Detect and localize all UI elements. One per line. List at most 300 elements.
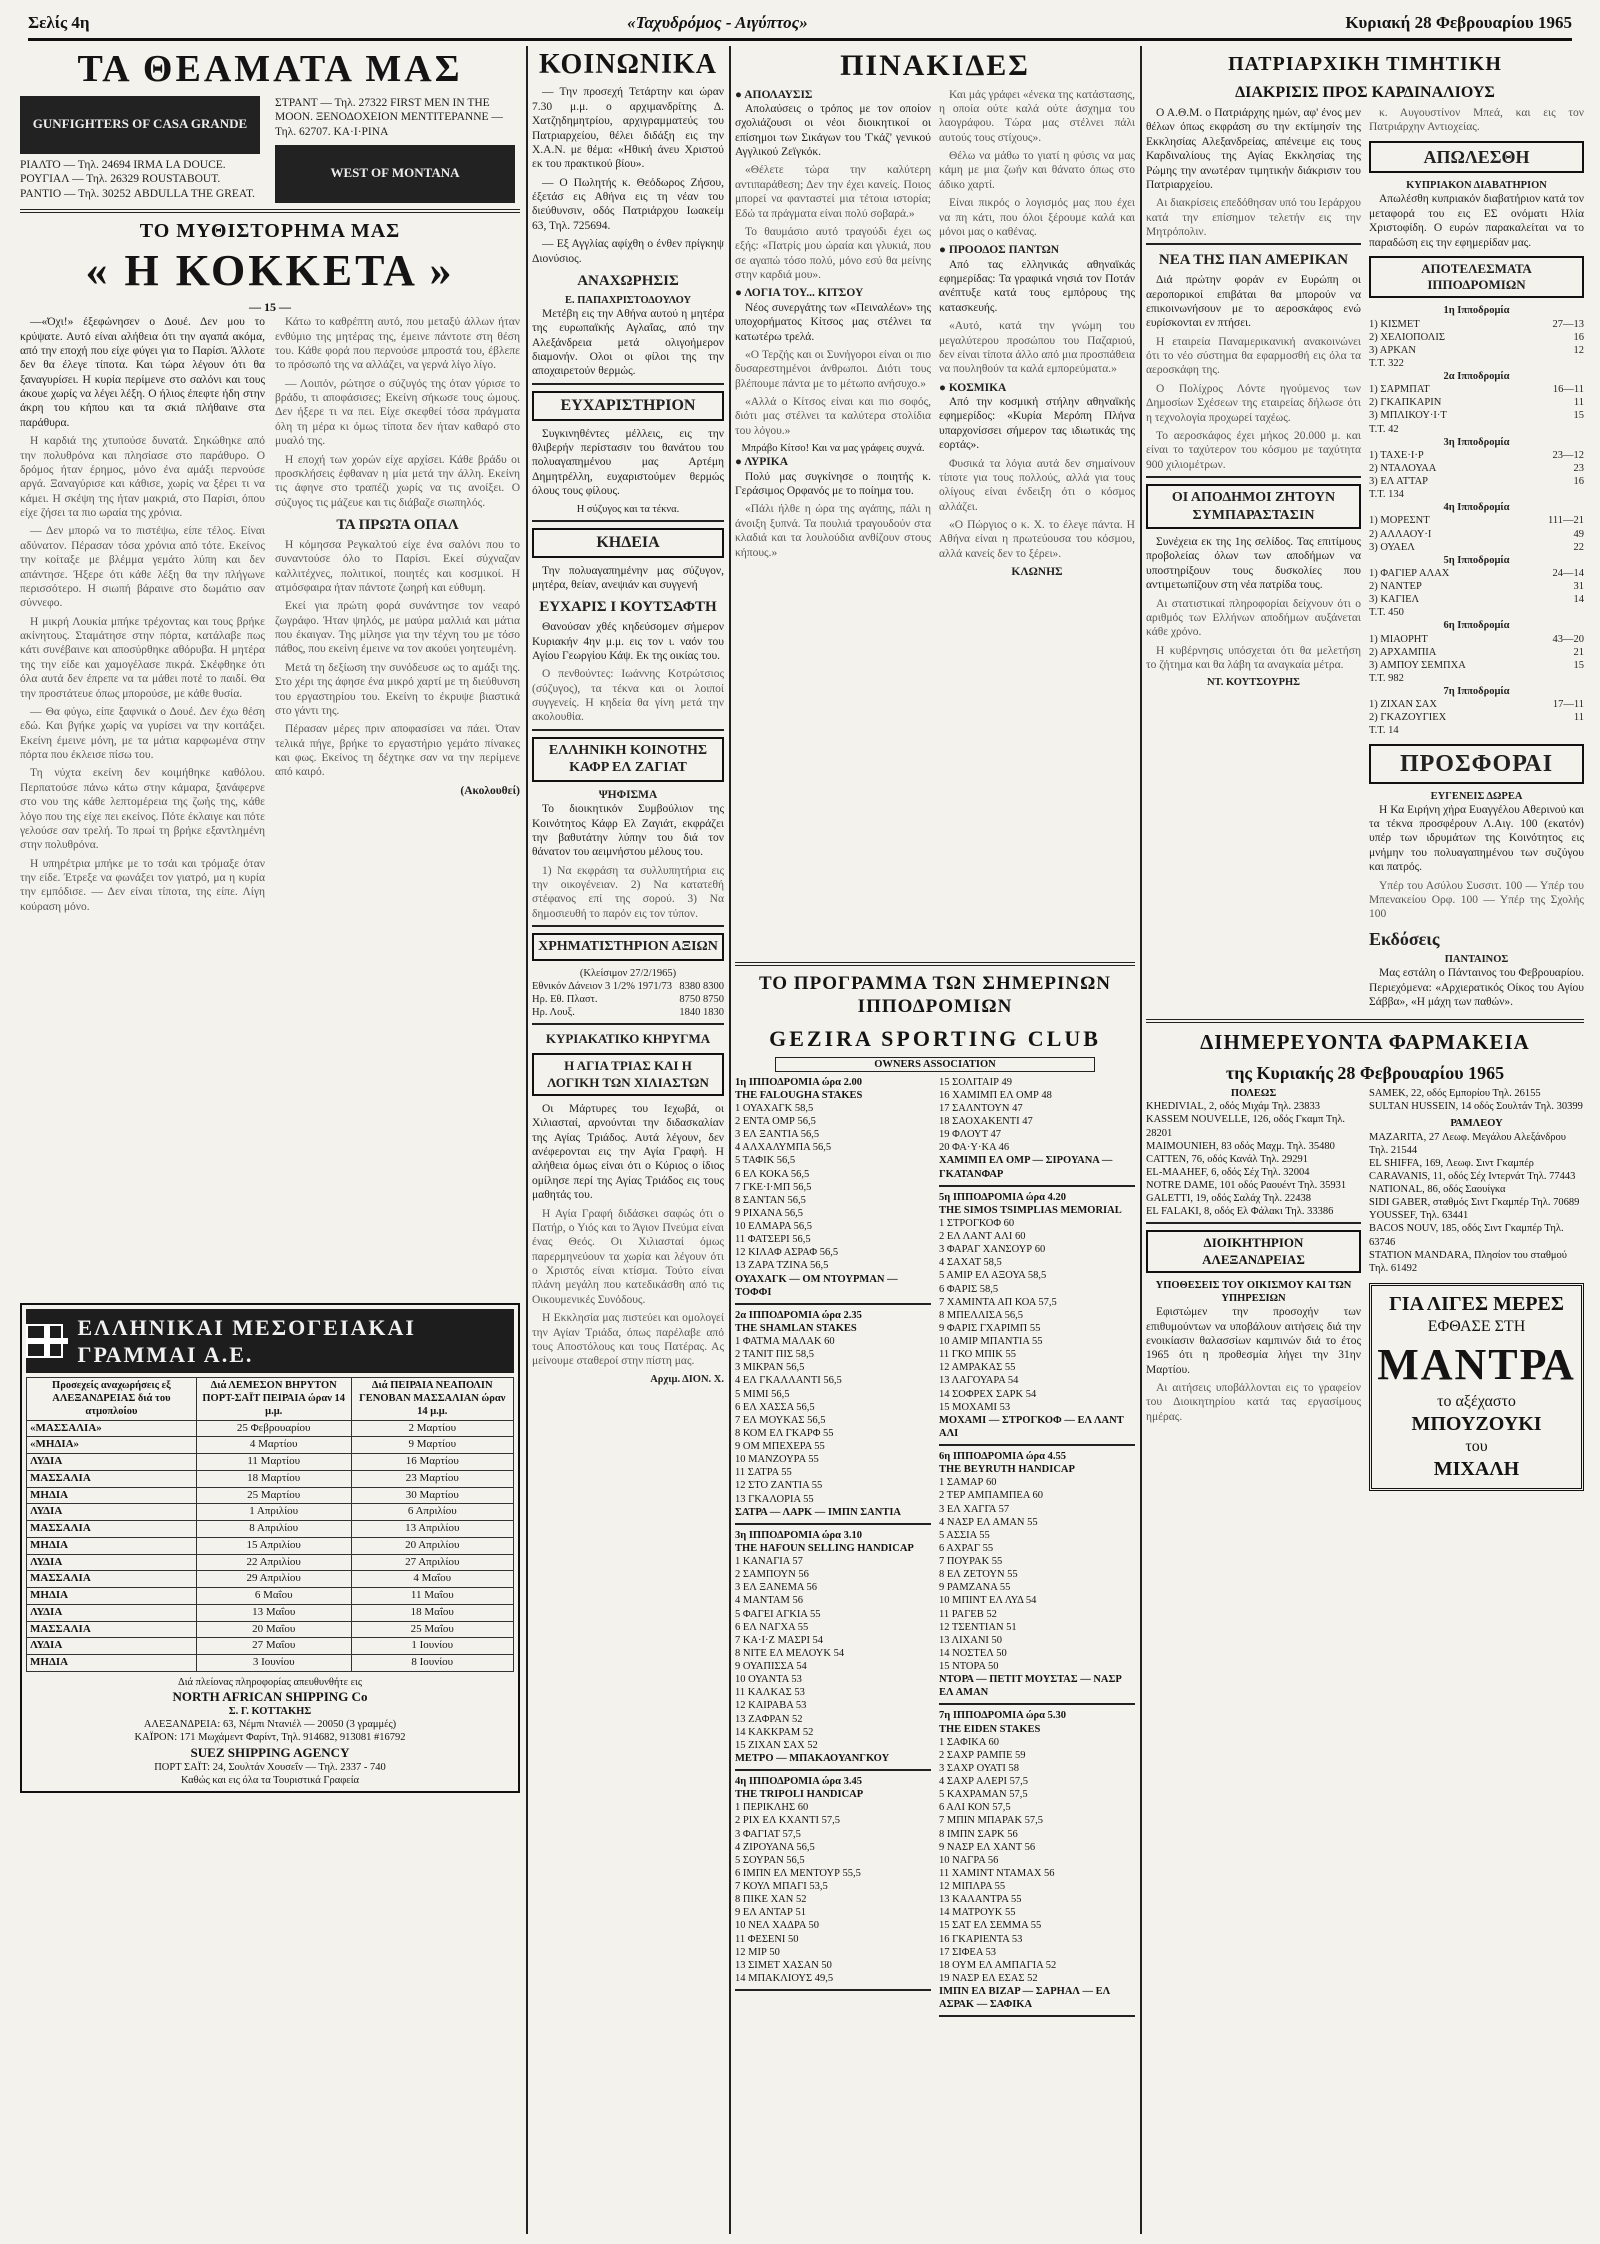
race-horse: 15 ΖΙΧΑΝ ΣΑΧ 52	[735, 1739, 818, 1751]
race-horse: 14 ΜΠΑΚΛΙΟΥΣ 49,5	[735, 1972, 834, 1984]
novel-label: ΤΟ ΜΥΘΙΣΤΟΡΗΜΑ ΜΑΣ	[139, 220, 401, 243]
schedule-cell: ΜΗΔΙΑ	[27, 1487, 197, 1504]
pharmacy-entry: EL FALAKI, 8, οδός Ελ Φάλακι Τηλ. 33386	[1146, 1206, 1334, 1218]
race-horse: 14 ΜΑΤΡΟΥΚ 55	[939, 1907, 1016, 1919]
race-horse: 11 ΣΑΤΡΑ 55	[735, 1467, 792, 1479]
shipping-schedule	[26, 1377, 514, 1672]
pharmacy-entry: STATION MANDARA, Πλησίον του σταθμού Τηλ. 61492	[1369, 1249, 1567, 1274]
result-horse: 1) ΤΑΧΕ·Ι·Ρ	[1369, 449, 1424, 461]
race-name: THE EIDEN STAKES	[939, 1723, 1041, 1735]
schedule-cell: 4 Μαρτίου	[196, 1437, 351, 1454]
race-horse: 18 ΣΑΟΧΑΚΕΝΤΙ 47	[939, 1116, 1033, 1127]
result-row	[1369, 724, 1584, 737]
cinema-ad-image: GUNFIGHTERS OF CASA GRANDE	[20, 96, 260, 154]
result-horse: 2) ΓΚΑΠΚΑΡΙΝ	[1369, 397, 1442, 409]
result-odds: 11	[1573, 397, 1584, 409]
result-row	[1369, 672, 1584, 685]
result-odds: 23	[1573, 462, 1584, 474]
result-horse: Τ.Τ. 322	[1369, 357, 1404, 369]
race-divider	[939, 1185, 1135, 1187]
result-row	[1369, 357, 1584, 370]
race-horse: 4 ΜΑΝΤΑΜ 56	[735, 1595, 803, 1607]
patriarch-sub: ΔΙΑΚΡΙΣΙΣ ΠΡΟΣ ΚΑΡΔΙΝΑΛΙΟΥΣ	[1235, 84, 1495, 101]
issue-date: Κυριακή 28 Φεβρουαρίου 1965	[1345, 13, 1572, 32]
race-heading: 4η ΙΠΠΟΔΡΟΜΙΑ ώρα 3.45	[735, 1776, 863, 1787]
cinema-line: ΡΑΝΤΙΟ — Τηλ. 30252 ABDULLA THE GREAT.	[20, 187, 256, 200]
race-horse: 5 ΦΑΓΕΙ ΑΓΚΙΑ 55	[735, 1608, 821, 1620]
race-horse: 5 ΑΜΙΡ ΕΛ ΑΞΟΥΑ 58,5	[939, 1270, 1047, 1282]
race-horse: 13 ΛΙΧΑΝΙ 50	[939, 1634, 1003, 1646]
race-horse: 12 ΣΤΟ ΖΑΝΤΙΑ 55	[735, 1480, 823, 1492]
race-horse: 2 ΣΑΜΠΟΥΝ 56	[735, 1569, 809, 1581]
race-horse: 3 ΜΙΚΡΑΝ 56,5	[735, 1362, 805, 1374]
results-title: ΑΠΟΤΕΛΕΣΜΑΤΑ ΙΠΠΟΔΡΟΜΙΩΝ	[1369, 256, 1584, 299]
race-horse: 7 ΜΠΙΝ ΜΠΑΡΑΚ 57,5	[939, 1815, 1044, 1827]
race-horse: 4 ΝΑΣΡ ΕΛ ΑΜΑΝ 55	[939, 1516, 1038, 1528]
race-horse: 7 ΠΟΥΡΑΚ 55	[939, 1556, 1003, 1567]
race-name: THE SHAMLAN STAKES	[735, 1322, 857, 1334]
result-horse: 3) ΟΥΑΕΛ	[1369, 541, 1415, 553]
stock-table	[532, 980, 724, 1019]
race-name: THE BEYRUTH HANDICAP	[939, 1464, 1075, 1476]
result-row	[1369, 528, 1584, 541]
schedule-cell: 8 Απριλίου	[196, 1521, 351, 1538]
patriarch-title: ΠΑΤΡΙΑΡΧΙΚΗ ΤΙΜΗΤΙΚΗ	[1228, 53, 1502, 75]
race-horse: 12 ΑΜΡΑΚΑΣ 55	[939, 1362, 1016, 1374]
stock-row	[532, 993, 724, 1006]
race-heading: 5η ΙΠΠΟΔΡΟΜΙΑ ώρα 4.20	[939, 1191, 1067, 1203]
schedule-cell: «ΜΗΔΙΑ»	[27, 1437, 197, 1454]
result-odds: 24—14	[1552, 567, 1584, 579]
race-heading: 1η ΙΠΠΟΔΡΟΜΙΑ ώρα 2.00	[735, 1076, 863, 1088]
schedule-cell: 22 Απριλίου	[196, 1554, 351, 1571]
result-horse: 2) ΝΤΑΛΟΥΑΑ	[1369, 462, 1437, 474]
section-title-theamata: ΤΑ ΘΕΑΜΑΤΑ ΜΑΣ	[77, 48, 463, 90]
schedule-cell: ΜΑΣΣΑΛΙΑ	[27, 1470, 197, 1487]
result-row	[1369, 488, 1584, 501]
novel-body: —«Όχι!» έξεφώνησεν ο Δουέ. Δεν μου το κρύψατε. Αυτό είναι αλήθεια ότι την αγαπά ακόμα, από την εποχή που είχε φύγει για το Παρίσι. Άλλοτε δεν θα έλεγε τίποτα. Και τώρα λέγουν ότι θα ξαναγυρίσει. Η κυρία περίμενε στο σαλόνι και τους άκουε χωρίς να λέγει λέξη. Ο ήλιος έπεφτε ήδη στην άκρη του κήπου και τα σκιά πλήθαινε στα παράθυρα. Η καρδιά της χτυπούσε δυνατά. Σηκώθηκε από την πολυθρόνα και πλησίασε στο παράθυρο. Ο δρόμος ήταν έρημος, μόνο ένα αμάξι περνούσε αργά. Ξαναγύρισε και κάθισε, χωρίς να ξέρει τι να κάμει. Η σκέψη της ήταν μακριά, στο Παρίσι, όπου είχε ζήσει τα πιο ωραία της χρόνια. — Δεν μπορώ να το πιστέψω, είπε τέλος. Είναι αδύνατον. Πέρασαν τόσα χρόνια από τότε. Εκείνος την κοίταξε με βλέμμα γεμάτο λύπη και δεν απάντησε. Ήξερε ότι κάθε λέξη θα την πλήγωνε περισσότερο. Η σιωπή βάραινε στο δωμάτιο σαν σύννεφο. Η μικρή Λουκία μπήκε τρέχοντας και τους βρήκε ακίνητους. Σταμάτησε στην πόρτα, κατάλαβε πως κάτι συνέβαινε και αποσύρθηκε αθόρυβα. Η μητέρα της την είδε και χαμογέλασε πικρά. Σκέφθηκε ότι όλα αυτά δεν έπρεπε να τα μάθει ποτέ το παιδί. Θα την προστάτευε όπως μπορούσε, με κάθε θυσία. — Θα φύγω, είπε ξαφνικά ο Δουέ. Δεν έχω θέση εδώ. Και βγήκε χωρίς να γυρίσει να την κοιτάξει. Εκείνη έμεινε μόνη, με τα μάτια καρφωμένα στην πόρτα που έκλεισε πίσω του. Τη νύχτα εκείνη δεν κοιμήθηκε καθόλου. Περπατούσε πάνω κάτω στην κάμαρα, ξανάφερνε στο νου της κάθε λεπτομέρεια της ζωής της, κάθε λόγο που της είχε πει εκείνος. Πότε έκλαιγε και πότε γελούσε σαν τρελή. Το πρωί τη βρήκε εξαντλημένη στην πολυθρόνα. Η υπηρέτρια μπήκε με το τσάι και τρόμαξε όταν την είδε. Έτρεξε να φωνάξει τον γιατρό, μα η κυρία την εμπόδισε. — Δεν είναι τίποτα, της είπε. Λίγη κούραση μόνο. Κάτω το καθρέπτη αυτό, που μεταξύ άλλων ήταν ενθύμιο της μητέρας της, έμεινε πάντοτε στη θέση του. Κάθε φορά που περνούσε μπροστά του, έβλεπε το πρόσωπό της να αλλάζει, να γερνά λίγο λίγο. — Λοιπόν, ρώτησε ο σύζυγός της όταν γύρισε το βράδυ, τι αποφάσισες; Εκείνη σήκωσε τους ώμους. Δεν ήξερε τι να πει. Είχε σκεφθεί τόσα πράγματα όλη τη μέρα κι όμως τίποτα δεν ήταν καθαρό στο μυαλό της. Η εποχή των χορών είχε αρχίσει. Κάθε βράδυ οι προσκλήσεις έφθαναν η μία μετά την άλλη. Εκείνη τις άφηνε στο τραπέζι χωρίς να τις ανοίξει. Ο σύζυγος τις μάζευε και τις διάβαζε σιωπηλός. ΤΑ ΠΡΩΤΑ ΟΠΑΛ Η κόμησσα Ρεγκαλτού είχε ένα σαλόνι που το συναντούσε όλο το Παρίσι. Εκεί σύχναζαν καλλιτέχνες, πολιτικοί, ποιητές και κοσμικοί. Η ατμόσφαιρα ήταν πάντοτε ζωηρή και εύθυμη. Εκεί για πρώτη φορά συνάντησε τον νεαρό ζωγράφο. Ήταν ψηλός, με μαύρα μαλλιά και μάτια που έκαιγαν. Της μίλησε για την τέχνη του με τόσο πάθος, που εκείνη έμεινε να τον ακούει γοητευμένη. Μετά τη δεξίωση την συνόδευσε ως το αμάξι της. Στο χέρι της άφησε ένα μικρό χαρτί με τη διεύθυνση του εργαστηρίου του. Εκείνη το έκρυψε βιαστικά στο γάντι της. Πέρασαν μέρες πριν αποφασίσει να πάει. Όταν τελικά πήγε, βρήκε το εργαστήριο γεμάτο πίνακες και φως. Εκείνος τη δέχτηκε σαν να την περίμενε από καιρό. (Ακολουθεί)	[20, 316, 520, 913]
mantra-name: ΜΑΝΤΡΑ	[1377, 1339, 1576, 1389]
schedule-row	[27, 1470, 514, 1487]
schedule-cell: ΜΑΣΣΑΛΙΑ	[27, 1571, 197, 1588]
funeral-text: Την πολυαγαπημένην μας σύζυγον, μητέρα, θείαν, ανεψιάν και συγγενή	[532, 564, 724, 592]
race-horse: 15 ΜΟΧΑΜΙ 53	[939, 1401, 1011, 1413]
schedule-row	[27, 1521, 514, 1538]
result-horse: 2) ΑΛΛΑΟΥ·Ι	[1369, 528, 1432, 540]
schedule-cell: 18 Μαΐου	[351, 1604, 513, 1621]
result-horse: Τ.Τ. 42	[1369, 423, 1399, 435]
race-horse: 9 ΕΛ ΑΝΤΑΡ 51	[735, 1907, 806, 1919]
race-horse: 8 ΠΙΚΕ ΧΑΝ 52	[735, 1894, 807, 1906]
column-notes-races: ΠΙΝΑΚΙΔΕΣ ● ΑΠΟΛΑΥΣΙΣ Απολαύσεις ο τρόπος με τον οποίον σχολιάζουσι οι νέοι διοικητικοί οι επίσημοι των Σικάγων του 'Γκάζ' γενικού Αγγλικού Ζεϊγκόκ. «Θέλετε τώρα την καλύτερη αντιπαράθεση; Δεν την έχει κανείς. Ποιος μπορεί να φανταστεί μια τέτοια ιστορία; Εδώ τα πράγματα είναι πολύ σοβαρά.» Το θαυμάσιο αυτό τραγούδι έχει ως εξής: «Πατρίς μου ώραία και γλυκιά, που σε αγαπώ τόσο πολύ, μόνο εσύ θα μείνης στην καρδιά μου». ● ΛΟΓΙΑ ΤΟΥ... ΚΙΤΣΟΥ Νέος συνεργάτης των «Πειναλέων» της υποχορήματος Κίτσος μας στέλνει τα κατωτέρω τρελά. «Ο Τερζής και οι Συνήγοροι είναι οι πιο δυσαρεστημένοι άνθρωποι. Διότι τους βλέπουμε πάντα με το μέτωπο ανήσυχο.» «Αλλά ο Κίτσος είναι και πιο σοφός, διότι μας στέλνει τα καλύτερα στολίδια του λόγου.» Μπράβο Κίτσο! Και να μας γράφεις συχνά. ● ΛΥΡΙΚΑ Πολύ μας συγκίνησε ο ποιητής κ. Γεράσιμος Ορφανός με το ποίημα του. «Πάλι ήλθε η ώρα της αγάπης, πάλι η άνοιξη ξυπνά. Τα πουλιά τραγουδούν στα κλαδιά και τα λουλούδια ανθίζουν στους κήπους.» Και μάς γράφει «ένεκα της κατάστασης, η οποία ούτε καλά ούτε άσχημα του λαογράφου. Τώρα μας στέλνει πάλι αυτούς τους στίχους». Θέλω να μάθω το γιατί η φύσις να μας κάμη με μια ζωήν και θάνατο όπως στο άδικο χαρτί. Είναι πικρός ο λογισμός μας που έχει να πη κάτι, που όλοι ξέρουμε καλά και μόνοι μας ο καθένας. ● ΠΡΟΟΔΟΣ ΠΑΝΤΩΝ Από τας ελληνικάς αθηναϊκάς εφημερίδας: Τα γραφικά νησιά τον Ποτάν ανέπτυξε κατά τους εμπόρους της κατασκευής. «Αυτό, κατά την γνώμη του μεγαλύτερου προσώπου του Παζαριού, δεν είναι τίποτα άλλο από μια προσπάθεια να πουληθούν τα καλά εμπορεύματα.» ● ΚΟΣΜΙΚΑ Από την κοσμική στήλην αθηναϊκής εφημερίδος: «Κυρία Μερόπη Πλήνα υπαρχονίσσει σήμερον τας ιδιωτικάς της εορτάς». Φυσικά τα λόγια αυτά δεν σημαίνουν τίποτε για τους πολλούς, αλλά για τους ολίγους είναι ένδειξη ότι ο κόσμος αλλάζει. «Ο Πώργιος ο κ. Χ. το έλεγε πάντα. Η Αθήνα είναι η πρωτεύουσα του κόσμου, αλλά κανείς δεν το ξέρει». ΚΛΩΝΗΣ ΤΟ ΠΡΟΓΡΑΜΜΑ ΤΩΝ ΣΗΜΕΡΙΝΩΝ ΙΠΠΟΔΡΟΜΙΩΝ GEZIRA SPORTING CLUB OWNERS ASSOCIATION 1η ΙΠΠΟΔΡΟΜΙΑ ώρα 2.00 THE FALOUGHA STAKES 1 ΟΥΑΧΑΓΚ 58,5 2 ΕΝΤΑ ΟΜΡ 56,5 3 ΕΛ ΞΑΝΤΙΑ 56,5 4 ΑΛΧΑΛΥΜΠΑ 56,5 5 ΤΑΦΙΚ 56,5 6 ΕΛ ΚΟΚΑ 56,5 7 ΓΚΕ·Ι·ΜΠ 56,5 8 ΣΑΝΤΑΝ 56,5 9 ΡΙΧΑΝΑ 56,5 10 ΕΛΜΑΡΑ 56,5 11 ΦΑΤΣΕΡΙ 56,5 12 ΚΙΛΑΦ ΑΣΡΑΦ 56,5 13 ΖΑΡΑ ΤΖΙΝΑ 56,5 ΟΥΑΧΑΓΚ — ΟΜ ΝΤΟΥΡΜΑΝ — ΤΟΦΦΙ 2α ΙΠΠΟΔΡΟΜΙΑ ώρα 2.35 THE SHAMLAN STAKES 1 ΦΑΤΜΑ ΜΑΛΑΚ 60 2 ΤΑΝΙΤ ΠΙΣ 58,5 3 ΜΙΚΡΑΝ 56,5 4 ΕΛ ΓΚΑΛΛΑΝΤΙ 56,5 5 ΜΙΜΙ 56,5 6 ΕΛ ΧΑΣΣΑ 56,5 7 ΕΛ ΜΟΥΚΑΣ 56,5 8 ΚΟΜ ΕΛ ΓΚΑΡΦ 55 9 ΟΜ ΜΠΕΧΕΡΑ 55 10 ΜΑΝΖΟΥΡΑ 55 11 ΣΑΤΡΑ 55 12 ΣΤΟ ΖΑΝΤΙΑ 55 13 ΓΚΑΛΟΡΙΑ 55 ΣΑΤΡΑ — ΛΑΡΚ — ΙΜΠΝ ΣΑΝΤΙΑ 3η ΙΠΠΟΔΡΟΜΙΑ ώρα 3.10 THE HAFOUN SELLING HANDICAP 1 ΚΑΝΑΓΙΑ 57 2 ΣΑΜΠΟΥΝ 56 3 ΕΛ ΞΑΝΕΜΑ 56 4 ΜΑΝΤΑΜ 56 5 ΦΑΓΕΙ ΑΓΚΙΑ 55 6 ΕΛ ΝΑΓΧΑ 55 7 ΚΑ·Ι·Ζ ΜΑΣΡΙ 54 8 ΝΙΤΕ ΕΛ ΜΕΛΟΥΚ 54 9 ΟΥΑΠΙΣΣΑ 54 10 ΟΥΑΝΤΑ 53 11 ΚΑΛΚΑΣ 53 12 ΚΑΙΡΑΒΑ 53 13 ΖΑΦΡΑΝ 52 14 ΚΑΚΚΡΑΜ 52 15 ΖΙΧΑΝ ΣΑΧ 52 ΜΕΤΡΟ — ΜΠΑΚΑΟΥΑΝΓΚΟΥ 4η ΙΠΠΟΔΡΟΜΙΑ ώρα 3.45 THE TRIPOLI HANDICAP 1 ΠΕΡΙΚΛΗΣ 60 2 ΡΙΧ ΕΛ ΚΧΑΝΤΙ 57,5 3 ΦΑΓΙΑΤ 57,5 4 ΖΙΡΟΥΑΝΑ 56,5 5 ΣΟΥΡΑΝ 56,5 6 ΙΜΠΝ ΕΛ ΜΕΝΤΟΥΡ 55,5 7 ΚΟΥΛ ΜΠΑΓΙ 53,5 8 ΠΙΚΕ ΧΑΝ 52 9 ΕΛ ΑΝΤΑΡ 51 10 ΝΕΛ ΧΑΔΡΑ 50 11 ΦΕΣΕΝΙ 50 12 ΜΙΡ 50 13 ΣΙΜΕΤ ΧΑΣΑΝ 50 14 ΜΠΑΚΛΙΟΥΣ 49,5 15 ΣΟΛΙΤΑΙΡ 49 16 ΧΑΜΙΜΠ ΕΛ ΟΜΡ 48 17 ΣΑΛΝΤΟΥΝ 47 18 ΣΑΟΧΑΚΕΝΤΙ 47 19 ΦΛΟΥΤ 47 20 ΦΑ·Υ·ΚΑ 46 ΧΑΜΙΜΠ ΕΛ ΟΜΡ — ΣΙΡΟΥΑΝΑ — ΓΚΑΤΑΝΦΑΡ 5η ΙΠΠΟΔΡΟΜΙΑ ώρα 4.20 THE SIMOS TSIMPLIAS MEMORIAL 1 ΣΤΡΟΓΚΟΦ 60 2 ΕΛ ΛΑΝΤ ΑΛΙ 60 3 ΦΑΡΑΓ ΧΑΝΣΟΥΡ 60 4 ΣΑΧΑΤ 58,5 5 ΑΜΙΡ ΕΛ ΑΞΟΥΑ 58,5 6 ΦΑΡΙΣ 58,5 7 ΧΑΜΙΝΤΑ ΑΠ ΚΟΑ 57,5 8 ΜΠΕΛΛΙΣΑ 56,5 9 ΦΑΡΙΣ ΓΧΑΡΙΜΠ 55 10 ΑΜΙΡ ΜΠΑΝΤΙΑ 55 11 ΓΚΟ ΜΠΙΚ 55 12 ΑΜΡΑΚΑΣ 55 13 ΛΑΓΟΥΑΡΑ 54 14 ΣΟΦΡΕΧ ΣΑΡΚ 54 15 ΜΟΧΑΜΙ 53 ΜΟΧΑΜΙ — ΣΤΡΟΓΚΟΦ — ΕΛ ΛΑΝΤ ΑΛΙ 6η ΙΠΠΟΔΡΟΜΙΑ ώρα 4.55 THE BEYRUTH HANDICAP 1 ΣΑΜΑΡ 60 2 ΤΕΡ ΑΜΠΑΜΠΕΑ 60 3 ΕΛ ΧΑΓΓΑ 57 4 ΝΑΣΡ ΕΛ ΑΜΑΝ 55 5 ΑΣΣΙΑ 55 6 ΑΧΡΑΓ 55 7 ΠΟΥΡΑΚ 55 8 ΕΛ ΖΕΤΟΥΝ 55 9 ΡΑΜΖΑΝΑ 55 10 ΜΠΙΝΤ ΕΛ ΛΥΔ 54 11 ΡΑΓΕΒ 52 12 ΤΣΕΝΤΙΑΝ 51 13 ΛΙΧΑΝΙ 50 14 ΝΟΣΤΕΛ 50 15 ΝΤΟΡΑ 50 ΝΤΟΡΑ — ΠΕΤΙΤ ΜΟΥΣΤΑΣ — ΝΑΣΡ ΕΛ ΑΜΑΝ 7η ΙΠΠΟΔΡΟΜΙΑ ώρα 5.30 THE EIDEN STAKES 1 ΣΑΦΙΚΑ 60 2 ΣΑΧΡ ΡΑΜΠΕ 59 3 ΣΑΧΡ ΟΥΑΤΙ 58 4 ΣΑΧΡ ΑΛΕΡΙ 57,5 5 ΚΑΧΡΑΜΑΝ 57,5 6 ΑΛΙ ΚΟΝ 57,5 7 ΜΠΙΝ ΜΠΑΡΑΚ 57,5 8 ΙΜΠΝ ΣΑΡΚ 56 9 ΝΑΣΡ ΕΛ ΧΑΝΤ 56 10 ΝΑΓΡΑ 56 11 ΧΑΜΙΝΤ ΝΤΑΜΑΧ 56 12 ΜΙΠΛΡΑ 55 13 ΚΑΛΑΝΤΡΑ 55 14 ΜΑΤΡΟΥΚ 55 15 ΣΑΤ ΕΛ ΣΕΜΜΑ 55 16 ΓΚΑΡΙΕΝΤΑ 53 17 ΣΙΦΕΑ 53 18 ΟΥΜ ΕΛ ΑΜΠΑΓΙΑ 52 19 ΝΑΣΡ ΕΛ ΕΣΑΣ 52 ΙΜΠΝ ΕΛ ΒΙΖΑΡ — ΣΑΡΗΑΛ — ΕΛ ΑΣΡΑΚ — ΣΑΦΙΚΑ	[735, 46, 1135, 2234]
result-row	[1369, 606, 1584, 619]
schedule-header: Διά ΠΕΙΡΑΙΑ ΝΕΑΠΟΛΙΝ ΓΕΝΟΒΑΝ ΜΑΣΣΑΛΙΑΝ ώραν 14 μ.μ.	[351, 1378, 513, 1420]
schedule-cell: ΜΑΣΣΑΛΙΑ	[27, 1621, 197, 1638]
schedule-row	[27, 1604, 514, 1621]
column-divider	[729, 46, 731, 2234]
shipping-agent: NORTH AFRICAN SHIPPING Co	[172, 1688, 368, 1704]
social-note: — Την προσεχή Τετάρτην και ώραν 7.30 μ.μ. ο αρχιμανδρίτης Δ. Χατζηδημητρίου, αρχιγραμματεύς του Πατριαρχείου, θέλει διδάξη εις την Χ.Α.Ν. με θέμα: «Ηθική άνευ Χριστού εκ του πρακτικού βίου».	[532, 86, 724, 171]
race-horse: 2 ΕΝΤΑ ΟΜΡ 56,5	[735, 1116, 816, 1127]
result-horse: 2) ΝΑΝΤΕΡ	[1369, 581, 1422, 592]
race-horse: 11 ΓΚΟ ΜΠΙΚ 55	[939, 1349, 1016, 1361]
race-divider	[735, 1303, 931, 1305]
race-divider	[939, 1703, 1135, 1705]
race-block	[735, 1529, 931, 1765]
result-row: 5η Ιπποδρομία	[1443, 554, 1510, 566]
race-block	[939, 1450, 1135, 1699]
result-odds: 12	[1573, 344, 1584, 356]
result-row	[1369, 331, 1584, 344]
schedule-cell: 1 Ιουνίου	[351, 1638, 513, 1655]
race-divider	[939, 1444, 1135, 1446]
race-horse: 9 ΦΑΡΙΣ ΓΧΑΡΙΜΠ 55	[939, 1322, 1041, 1334]
schedule-row	[27, 1437, 514, 1454]
note-title: ● ΠΡΟΟΔΟΣ ΠΑΝΤΩΝ	[939, 243, 1135, 257]
offers-title: ΠΡΟΣΦΟΡΑΙ	[1369, 744, 1584, 784]
pharmacy-entry: GALETTI, 19, οδός Σαλάχ Τηλ. 22438	[1146, 1193, 1311, 1205]
column-divider	[1140, 46, 1142, 2234]
race-divider	[735, 1523, 931, 1525]
race-horse: 6 ΕΛ ΚΟΚΑ 56,5	[735, 1168, 810, 1180]
result-odds: 17—11	[1552, 699, 1584, 711]
race-horse: 20 ΦΑ·Υ·ΚΑ 46	[939, 1142, 1010, 1154]
race-horse: 6 ΑΧΡΑΓ 55	[939, 1542, 994, 1554]
stock-date: (Κλείσιμον 27/2/1965)	[579, 967, 677, 979]
mantra-line: ΓΙΑ ΛΙΓΕΣ ΜΕΡΕΣ	[1389, 1292, 1564, 1315]
shipping-agent-name: Σ. Γ. ΚΟΤΤΑΚΗΣ	[228, 1706, 312, 1718]
pharmacy-entry: CARAVANIS, 11, οδός Σέχ Ιντερνάτ Τηλ. 77443	[1369, 1170, 1576, 1182]
result-row	[1369, 646, 1584, 659]
race-heading: 7η ΙΠΠΟΔΡΟΜΙΑ ώρα 5.30	[939, 1710, 1067, 1722]
stock-title: ΧΡΗΜΑΤΙΣΤΗΡΙΟΝ ΑΞΙΩΝ	[532, 933, 724, 961]
race-favorites: ΜΟΧΑΜΙ — ΣΤΡΟΓΚΟΦ — ΕΛ ΛΑΝΤ ΑΛΙ	[939, 1414, 1124, 1439]
schedule-header: Προσεχείς αναχωρήσεις εξ ΑΛΕΞΑΝΔΡΕΙΑΣ διά του ατμοπλοίου	[27, 1378, 197, 1420]
race-horse: 9 ΡΑΜΖΑΝΑ 55	[939, 1582, 1011, 1594]
race-horse: 17 ΣΙΦΕΑ 53	[939, 1946, 996, 1958]
result-row: 3η Ιπποδρομία	[1443, 436, 1510, 448]
race-horse: 12 ΜΙΡ 50	[735, 1946, 780, 1958]
flag-icon	[26, 1324, 63, 1358]
result-row: 7η Ιπποδρομία	[1443, 686, 1510, 697]
schedule-cell: 6 Απριλίου	[351, 1504, 513, 1521]
result-row	[1369, 593, 1584, 606]
race-horse: 7 ΕΛ ΜΟΥΚΑΣ 56,5	[735, 1414, 826, 1426]
race-horse: 9 ΡΙΧΑΝΑ 56,5	[735, 1207, 803, 1219]
diaspora-text: Συνέχεια εκ της 1ης σελίδος. Τας επιτίμους προβολείας όλων των αποδήμων να υποστηρίξουν τους δυσκολίες που αντιμετωπίζουν στη νέα πατρίδα τους.	[1146, 536, 1361, 592]
result-horse: 1) ΜΙΑΟΡΗΤ	[1369, 633, 1428, 645]
race-horse: 2 ΤΕΡ ΑΜΠΑΜΠΕΑ 60	[939, 1490, 1043, 1502]
pharmacy-entry: SAMEK, 22, οδός Εμπορίου Τηλ. 26155	[1369, 1088, 1541, 1100]
race-favorites: ΜΕΤΡΟ — ΜΠΑΚΑΟΥΑΝΓΚΟΥ	[735, 1752, 890, 1764]
race-horse: 15 ΣΑΤ ΕΛ ΣΕΜΜΑ 55	[939, 1920, 1042, 1932]
novel-text: —«Όχι!» έξεφώνησεν ο Δουέ. Δεν μου το κρύψατε. Αυτό είναι αλήθεια ότι την αγαπά ακόμα, από την εποχή που είχε φύγει για το Παρίσι. Άλλοτε δεν θα έλεγε τίποτα. Και τώρα λέγουν ότι θα ξαναγυρίσει. Η κυρία περίμενε στο σαλόνι και τους άκουε χωρίς να λέγει λέξη. Ο ήλιος έπεφτε ήδη στην άκρη του κήπου και τα σκιά πλήθαινε στα παράθυρα.	[20, 316, 265, 429]
race-block	[939, 1709, 1135, 2011]
pharmacies-date: της Κυριακής 28 Φεβρουαρίου 1965	[1225, 1062, 1505, 1083]
shipping-banner: ΕΛΛΗΝΙΚΑΙ ΜΕΣΟΓΕΙΑΚΑΙ ΓΡΑΜΜΑΙ Α.Ε.	[26, 1309, 514, 1373]
schedule-cell: 13 Απριλίου	[351, 1521, 513, 1538]
admin-text: Εφιστώμεν την προσοχήν των επιθυμούντων να υποβάλουν αιτήσεις διά την ενοικίασιν θαλασσίων καμπινών διά το έτος 1965 ότι η προθεσμία λήγει την 31ην Μαρτίου.	[1146, 1306, 1361, 1376]
result-horse: Τ.Τ. 134	[1369, 489, 1404, 501]
schedule-row	[27, 1487, 514, 1504]
race-horse: 5 ΜΙΜΙ 56,5	[735, 1388, 790, 1400]
result-horse: Τ.Τ. 14	[1369, 725, 1399, 737]
result-odds: 11	[1573, 712, 1584, 724]
schedule-row	[27, 1537, 514, 1554]
race-horse: 13 ΚΑΛΑΝΤΡΑ 55	[939, 1894, 1022, 1906]
result-odds: 15	[1573, 659, 1584, 671]
result-row	[1369, 423, 1584, 436]
mantra-line: το αξέχαστο	[1437, 1392, 1516, 1410]
sermon-sign: Αρχιμ. ΔΙΟΝ. Χ.	[650, 1373, 724, 1385]
races-left	[735, 1076, 931, 2022]
novel-title: « Η ΚΟΚΚΕΤΑ »	[85, 246, 455, 296]
race-horse: 14 ΚΑΚΚΡΑΜ 52	[735, 1726, 814, 1738]
race-horse: 13 ΖΑΡΑ ΤΖΙΝΑ 56,5	[735, 1260, 829, 1272]
race-block	[735, 1076, 931, 1299]
shipping-address: ΚΑΪΡΟΝ: 171 Μωχάμεντ Φαρίντ, Τηλ. 914682, 913081 #16792	[134, 1732, 406, 1744]
schedule-cell: 3 Ιουνίου	[196, 1655, 351, 1672]
cinema-block	[20, 96, 520, 203]
race-name: THE FALOUGHA STAKES	[735, 1089, 863, 1101]
result-horse: 2) ΑΡΧΑΜΠΙΑ	[1369, 646, 1437, 658]
races-right	[939, 1076, 1135, 2022]
race-horse: 18 ΟΥΜ ΕΛ ΑΜΠΑΓΙΑ 52	[939, 1959, 1057, 1971]
race-horse: 10 ΑΜΙΡ ΜΠΑΝΤΙΑ 55	[939, 1336, 1043, 1347]
thanks-text: Συγκινηθέντες μέλλεις, εις την θλιβερήν περίστασιν του θανάτου του πολυαγαπημένου μας Αρτέμη Δημητρέλλη, ευχαριστούμεν θερμώς όλους τους φίλους.	[532, 427, 724, 498]
schedule-row	[27, 1571, 514, 1588]
lost-text: Απωλέσθη κυπριακόν διαβατήριον κατά τον μεταφορά του εις ΕΣ ονόματι Ηλία Χριστοφίδη. Ο ευρών παρακαλείται να το παραδώση εις την εφημερίδαν μας.	[1369, 193, 1584, 249]
admin-title: ΔΙΟΙΚΗΤΗΡΙΟΝ ΑΛΕΞΑΝΔΡΕΙΑΣ	[1146, 1230, 1361, 1273]
cinema-list	[20, 158, 265, 201]
community-text: Το διοικητικόν Συμβούλιον της Κοινότητος Κάφρ Ελ Ζαγιάτ, εκφράζει την βαθυτάτην λύπην του διά τον θάνατον του αειμνήστου μέλους του.	[532, 803, 724, 859]
race-horse: 10 ΕΛΜΑΡΑ 56,5	[735, 1221, 812, 1232]
race-horse: 4 ΑΛΧΑΛΥΜΠΑ 56,5	[735, 1142, 832, 1154]
schedule-cell: 1 Απριλίου	[196, 1504, 351, 1521]
result-row	[1369, 396, 1584, 409]
result-row	[1369, 344, 1584, 357]
schedule-cell: 2 Μαρτίου	[351, 1420, 513, 1437]
race-horse: 11 ΚΑΛΚΑΣ 53	[735, 1687, 805, 1699]
race-favorites: ΝΤΟΡΑ — ΠΕΤΙΤ ΜΟΥΣΤΑΣ — ΝΑΣΡ ΕΛ ΑΜΑΝ	[939, 1674, 1122, 1699]
race-horse: 8 ΕΛ ΖΕΤΟΥΝ 55	[939, 1569, 1018, 1581]
race-horse: 13 ΣΙΜΕΤ ΧΑΣΑΝ 50	[735, 1959, 832, 1971]
note-final: ΚΛΩΝΗΣ	[1011, 566, 1063, 579]
result-odds: 16	[1573, 331, 1584, 343]
result-horse: 1) ΦΑΓΙΕΡ ΑΛΑΧ	[1369, 567, 1450, 579]
race-horse: 5 ΚΑΧΡΑΜΑΝ 57,5	[939, 1789, 1028, 1801]
patriarch-text: Ο Α.Θ.Μ. ο Πατριάρχης ημών, αφ' ένος μεν θέλων όπως εκφράση συ την εκτίμησίν της Εκκλησίας Αλεξανδρείας, απένειμε εις τους Καρδιναλίους της Αγίας Εκκλησίας της Ρώμης την ανωτέραν τιμητικήν διάκρισιν του Πατριαρχείου.	[1146, 107, 1361, 191]
admin-sub: ΥΠΟΘΕΣΕΙΣ ΤΟΥ ΟΙΚΙΣΜΟΥ ΚΑΙ ΤΩΝ ΥΠΗΡΕΣΙΩΝ	[1155, 1279, 1352, 1304]
section-title-pinakides: ΠΙΝΑΚΙΔΕΣ	[840, 49, 1030, 82]
race-horse: 2 ΣΑΧΡ ΡΑΜΠΕ 59	[939, 1749, 1026, 1761]
schedule-cell: 30 Μαρτίου	[351, 1487, 513, 1504]
race-horse: 3 ΦΑΡΑΓ ΧΑΝΣΟΥΡ 60	[939, 1244, 1046, 1256]
schedule-row	[27, 1420, 514, 1437]
column-right: ΠΑΤΡΙΑΡΧΙΚΗ ΤΙΜΗΤΙΚΗ ΔΙΑΚΡΙΣΙΣ ΠΡΟΣ ΚΑΡΔΙΝΑΛΙΟΥΣ Ο Α.Θ.Μ. ο Πατριάρχης ημών, αφ' ένος μεν θέλων όπως εκφράση συ την εκτίμησίν της Εκκλησίας Αλεξανδρείας, απένειμε εις τους Καρδιναλίους της Αγίας Εκκλησίας της Ρώμης την ανωτέραν τιμητικήν διάκρισιν του Πατριαρχείου. Αι διακρίσεις επεδόθησαν υπό του Ιεράρχου κατά την επίσημον τελετήν εις την Μητρόπολιν. ΝΕΑ ΤΗΣ ΠΑΝ ΑΜΕΡΙΚΑΝ Διά πρώτην φοράν εν Ευρώπη οι αεροπορικοί επιβάται θα μπορούν να επικοινωνήσουν με το αεροσκάφος ενώ ευρίσκονται εν πτήσει. Η εταιρεία Παναμερικανική ανακοινώνει ότι το νέο σύστημα θα εφαρμοσθή εις όλα τα αεροσκάφη της. Ο Πολίχρος Λόντε ηγούμενος των Δημοσίων Σχέσεων της εταιρείας δήλωσε ότι η τεχνολογία προχωρεί ταχέως. Το αεροσκάφος έχει μήκος 20.000 μ. και είναι το ταχύτερον του κόσμου με ταχύτητα 900 χιλιομέτρων. ΟΙ ΑΠΟΔΗΜΟΙ ΖΗΤΟΥΝ ΣΥΜΠΑΡΑΣΤΑΣΙΝ Συνέχεια εκ της 1ης σελίδος. Τας επιτίμους προβολείας όλων των αποδήμων να υποστηρίξουν τους δυσκολίες που αντιμετωπίζουν στη νέα πατρίδα τους. Αι στατιστικαί πληροφορίαι δείχνουν ότι ο αριθμός των Ελλήνων αποδήμων αυξάνεται κάθε χρόνο. Η κυβέρνησις υπόσχεται ότι θα μελετήση το ζήτημα και θα λάβη τα αναγκαία μέτρα. ΝΤ. ΚΟΥΤΣΟΥΡΗΣ κ. Αυγουστίνον Μπεά, και εις τον Πατριάρχην Αντιοχείας. ΑΠΩΛΕΣΘΗ ΚΥΠΡΙΑΚΟΝ ΔΙΑΒΑΤΗΡΙΟΝ Απωλέσθη κυπριακόν διαβατήριον κατά τον μεταφορά του εις ΕΣ ονόματι Ηλία Χριστοφίδη. Ο ευρών παρακαλείται να το παραδώση εις την εφημερίδαν μας. ΑΠΟΤΕΛΕΣΜΑΤΑ ΙΠΠΟΔΡΟΜΙΩΝ 1η Ιπποδρομία 1) ΚΙΣΜΕΤ 27—13 2) ΧΕΛΙΟΠΟΛΙΣ 16 3) ΑΡΚΑΝ 12 Τ.Τ. 322 2α Ιπποδρομία 1) ΣΑΡΜΠΑΤ 16—11 2) ΓΚΑΠΚΑΡΙΝ 11 3) ΜΠΛΙΚΟΥ·Ι·Τ 15 Τ.Τ. 42 3η Ιπποδρομία 1) ΤΑΧΕ·Ι·Ρ 23—12 2) ΝΤΑΛΟΥΑΑ 23 3) ΕΛ ΑΤΤΑΡ 16 Τ.Τ. 134 4η Ιπποδρομία 1) ΜΟΡΕΣΝΤ 111—21 2) ΑΛΛΑΟΥ·Ι 49 3) ΟΥΑΕΛ 22 5η Ιπποδρομία 1) ΦΑΓΙΕΡ ΑΛΑΧ 24—14 2) ΝΑΝΤΕΡ 31 3) ΚΑΓΙΕΛ 14 Τ.Τ. 450 6η Ιπποδρομία 1) ΜΙΑΟΡΗΤ 43—20 2) ΑΡΧΑΜΠΙΑ 21 3) ΑΜΠΟΥ ΣΕΜΠΧΑ 15 Τ.Τ. 982 7η Ιπποδρομία 1) ΖΙΧΑΝ ΣΑΧ 17—11 2) ΓΚΑΖΟΥΓΙΕΧ 11 Τ.Τ. 14 ΠΡΟΣΦΟΡΑΙ ΕΥΓΕΝΕΙΣ ΔΩΡΕΑ Η Κα Ειρήνη χήρα Ευαγγέλου Αθερινού και τα τέκνα προσφέρουν Λ.Αιγ. 100 (εκατόν) υπέρ των ιδρυμάτων της Κοινότητος εις μνήμην του πολυαγαπημένου των συζύγου και πατρός. Υπέρ του Ασύλου Συσσιτ. 100 — Υπέρ του Μπενακείου Ορφ. 100 — Υπέρ της Σχολής 100 Εκδόσεις ΠΑΝΤΑΙΝΟΣ Μας εστάλη ο Πάνταινος του Φεβρουαρίου. Περιεχόμενα: «Αρχιερατικός Οίκος του Αγίου Σάββα», «Η μάχη των παθών». ΔΙΗΜΕΡΕΥΟΝΤΑ ΦΑΡΜΑΚΕΙΑ της Κυριακής 28 Φεβρουαρίου 1965 ΠΟΛΕΩΣ KHEDIVIAL, 2, οδός Μιχάμ Τηλ. 23833 KASSEM NOUVELLE, 126, οδός Γκαμπ Τηλ. 28201 MAIMOUNIEH, 83 οδός Μαχμ. Τηλ. 35480 CATTEN, 76, οδός Κανάλ Τηλ. 29291 EL-MAAHEF, 6, οδός Σέχ Τηλ. 32004 NOTRE DAME, 101 οδός Ραουέντ Τηλ. 35931 GALETTI, 19, οδός Σαλάχ Τηλ. 22438 EL FALAKI, 8, οδός Ελ Φάλακι Τηλ. 33386 ΔΙΟΙΚΗΤΗΡΙΟΝ ΑΛΕΞΑΝΔΡΕΙΑΣ ΥΠΟΘΕΣΕΙΣ ΤΟΥ ΟΙΚΙΣΜΟΥ ΚΑΙ ΤΩΝ ΥΠΗΡΕΣΙΩΝ Εφιστώμεν την προσοχήν των επιθυμούντων να υποβάλουν αιτήσεις διά την ενοικίασιν θαλασσίων καμπινών διά το έτος 1965 ότι η προθεσμία λήγει την 31ην Μαρτίου. Αι αιτήσεις υποβάλλονται εις το γραφείον του Διοικητηρίου κατά τας εργασίμους ημέρας. SAMEK, 22, οδός Εμπορίου Τηλ. 26155 SULTAN HUSSEIN, 14 οδός Σουλτάν Τηλ. 30399 ΡΑΜΛΕΟΥ MAZARITA, 27 Λεωφ. Μεγάλου Αλεξάνδρου Τηλ. 21544 EL SHIFFA, 169, Λεωφ. Σιντ Γκαμπέρ CARAVANIS, 11, οδός Σέχ Ιντερνάτ Τηλ. 77443 NATIONAL, 86, οδός Σαουίγκα SIDI GABER, σταθμός Σιντ Γκαμπέρ Τηλ. 70689 YOUSSEF, Τηλ. 63441 BACOS NOUV, 185, οδός Σιντ Γκαμπέρ Τηλ. 63746 STATION MANDARA, Πλησίον του σταθμού Τηλ. 61492 ΓΙΑ ΛΙΓΕΣ ΜΕΡΕΣ ΕΦΘΑΣΕ ΣΤΗ ΜΑΝΤΡΑ το αξέχαστο ΜΠΟΥΖΟΥΚΙ του ΜΙΧΑΛΗ	[1146, 46, 1584, 2234]
race-horse: 2 ΤΑΝΙΤ ΠΙΣ 58,5	[735, 1349, 814, 1361]
race-club: GEZIRA SPORTING CLUB	[769, 1026, 1101, 1051]
shipping-footer: Διά πλείονας πληροφορίας απευθυνθήτε εις	[177, 1676, 363, 1688]
shipping-address: ΠΟΡΤ ΣΑΪΤ: 24, Σουλτάν Χουσεΐν — Τηλ. 2337 - 740	[154, 1761, 386, 1773]
pharmacy-entry: KASSEM NOUVELLE, 126, οδός Γκαμπ Τηλ. 28201	[1146, 1114, 1346, 1139]
pharmacy-entry: MAZARITA, 27 Λεωφ. Μεγάλου Αλεξάνδρου Τηλ. 21544	[1369, 1131, 1566, 1156]
race-horse: 10 ΜΠΙΝΤ ΕΛ ΛΥΔ 54	[939, 1595, 1037, 1607]
race-horse: 1 ΦΑΤΜΑ ΜΑΛΑΚ 60	[735, 1336, 835, 1347]
pharmacy-entry: MAIMOUNIEH, 83 οδός Μαχμ. Τηλ. 35480	[1146, 1140, 1335, 1152]
mantra-line: ΜΠΟΥΖΟΥΚΙ	[1411, 1412, 1542, 1435]
stock-row	[532, 980, 724, 993]
result-row: 4η Ιπποδρομία	[1443, 502, 1510, 514]
lost-sub: ΚΥΠΡΙΑΚΟΝ ΔΙΑΒΑΤΗΡΙΟΝ	[1406, 180, 1547, 192]
note-title: ● ΚΟΣΜΙΚΑ	[939, 381, 1135, 395]
schedule-cell: 16 Μαρτίου	[351, 1454, 513, 1471]
stock-name: Ηρ. Λουξ.	[532, 1007, 575, 1019]
schedule-header: Διά ΛΕΜΕΣΟΝ ΒΗΡΥΤΟΝ ΠΟΡΤ-ΣΑΪΤ ΠΕΙΡΑΙΑ ώραν 14 μ.μ.	[196, 1378, 351, 1420]
result-horse: 3) ΕΛ ΑΤΤΑΡ	[1369, 476, 1429, 487]
race-horse: 12 ΜΙΠΛΡΑ 55	[939, 1881, 1006, 1892]
result-odds: 15	[1573, 410, 1584, 422]
sermon-title: Η ΑΓΙΑ ΤΡΙΑΣ ΚΑΙ Η ΛΟΓΙΚΗ ΤΩΝ ΧΙΛΙΑΣΤΩΝ	[532, 1053, 724, 1096]
race-horse: 10 ΝΕΛ ΧΑΔΡΑ 50	[735, 1920, 820, 1932]
schedule-cell: 27 Απριλίου	[351, 1554, 513, 1571]
schedule-cell: 11 Μαρτίου	[196, 1454, 351, 1471]
race-horse: 4 ΣΑΧΑΤ 58,5	[939, 1257, 1002, 1269]
note-title: ● ΑΠΟΛΑΥΣΙΣ	[735, 88, 931, 102]
result-row	[1369, 318, 1584, 331]
column-divider	[526, 46, 528, 2234]
race-horse: 4 ΖΙΡΟΥΑΝΑ 56,5	[735, 1841, 815, 1853]
race-name: THE HAFOUN SELLING HANDICAP	[735, 1542, 914, 1554]
result-row	[1369, 462, 1584, 475]
schedule-cell: 18 Μαρτίου	[196, 1470, 351, 1487]
race-name: THE TRIPOLI HANDICAP	[735, 1789, 864, 1801]
result-horse: 3) ΚΑΓΙΕΛ	[1369, 594, 1420, 606]
schedule-cell: ΜΑΣΣΑΛΙΑ	[27, 1521, 197, 1538]
race-horse: 3 ΕΛ ΞΑΝΤΙΑ 56,5	[735, 1129, 820, 1141]
schedule-row	[27, 1554, 514, 1571]
result-odds: 16—11	[1552, 384, 1584, 396]
pharmacies-city: ΠΟΛΕΩΣ	[1230, 1088, 1277, 1100]
pharmacy-entry: BACOS NOUV, 185, οδός Σιντ Γκαμπέρ Τηλ. 63746	[1369, 1223, 1564, 1248]
stock-value: 8750 8750	[679, 993, 724, 1005]
race-horse: 8 ΜΠΕΛΛΙΣΑ 56,5	[939, 1309, 1024, 1321]
race-heading: 6η ΙΠΠΟΔΡΟΜΙΑ ώρα 4.55	[939, 1451, 1067, 1462]
note-text: Από τας ελληνικάς αθηναϊκάς εφημερίδας: Τα γραφικά νησιά τον Ποτάν ανέπτυξε κατά τους εμπόρους της κατασκευής.	[939, 258, 1135, 314]
race-horse: 1 ΣΤΡΟΓΚΟΦ 60	[939, 1217, 1015, 1229]
social-note: — Εξ Αγγλίας αφίχθη ο ένθεν πρίγκηψ Διονύσιος.	[532, 238, 724, 265]
stock-value: 1840 1830	[679, 1007, 724, 1019]
schedule-cell: «ΜΑΣΣΑΛΙΑ»	[27, 1420, 197, 1437]
race-horse: 13 ΖΑΦΡΑΝ 52	[735, 1713, 803, 1725]
result-horse: 1) ΜΟΡΕΣΝΤ	[1369, 515, 1430, 527]
race-horse: 3 ΕΛ ΧΑΓΓΑ 57	[939, 1503, 1010, 1515]
schedule-cell: ΛΥΔΙΑ	[27, 1604, 197, 1621]
cinema-ad-image: WEST OF MONTANA	[275, 145, 515, 203]
result-row	[1369, 659, 1584, 672]
race-favorites: ΙΜΠΝ ΕΛ ΒΙΖΑΡ — ΣΑΡΗΑΛ — ΕΛ ΑΣΡΑΚ — ΣΑΦΙΚΑ	[939, 1986, 1111, 2011]
departure-name: Ε. ΠΑΠΑΧΡΙΣΤΟΔΟΥΛΟΥ	[564, 294, 692, 306]
stock-row	[532, 1006, 724, 1019]
result-odds: 23—12	[1552, 449, 1584, 461]
pharmacies-list	[1369, 1087, 1584, 1113]
race-horse: 11 ΧΑΜΙΝΤ ΝΤΑΜΑΧ 56	[939, 1867, 1055, 1879]
race-horse: 9 ΟΜ ΜΠΕΧΕΡΑ 55	[735, 1441, 825, 1452]
result-odds: 16	[1573, 476, 1584, 487]
result-odds: 31	[1573, 581, 1584, 592]
race-horse: 8 ΙΜΠΝ ΣΑΡΚ 56	[939, 1828, 1018, 1840]
race-horse: 10 ΝΑΓΡΑ 56	[939, 1854, 999, 1866]
race-horse: 8 ΝΙΤΕ ΕΛ ΜΕΛΟΥΚ 54	[735, 1647, 845, 1659]
race-horse: 3 ΦΑΓΙΑΤ 57,5	[735, 1828, 801, 1840]
column-social: ΚΟΙΝΩΝΙΚΑ — Την προσεχή Τετάρτην και ώραν 7.30 μ.μ. ο αρχιμανδρίτης Δ. Χατζηδημητρίου, αρχιγραμματεύς του Πατριαρχείου, θέλει διδάξη εις την Χ.Α.Ν. με θέμα: «Ηθική άνευ Χριστού εκ του πρακτικού βίου». — Ο Πωλητής κ. Θεόδωρος Ζήσου, έξετάσ εις Αθήνα εις τη νέαν του διεύθυνσιν, οδός Πατριάρχου Ιωακείμ 63, Τηλ. 725694. — Εξ Αγγλίας αφίχθη ο ένθεν πρίγκηψ Διονύσιος. ΑΝΑΧΩΡΗΣΙΣ Ε. ΠΑΠΑΧΡΙΣΤΟΔΟΥΛΟΥ Μετέβη εις την Αθήνα αυτού η μητέρα της ευρωπαϊκής Αγλαΐας, από την Αλεξάνδρεια μετά ολιγοήμερον διαμονήν. Ολοι οι φίλοι της την αποχαιρετούν θερμώς. ΕΥΧΑΡΙΣΤΗΡΙΟΝ Συγκινηθέντες μέλλεις, εις την θλιβερήν περίστασιν του θανάτου του πολυαγαπημένου μας Αρτέμη Δημητρέλλη, ευχαριστούμεν θερμώς όλους τους φίλους. Η σύζυγος και τα τέκνα. ΚΗΔΕΙΑ Την πολυαγαπημένην μας σύζυγον, μητέρα, θείαν, ανεψιάν και συγγενή ΕΥΧΑΡΙΣ Ι ΚΟΥΤΣΑΦΤΗ Θανούσαν χθές κηδεύσομεν σήμερον Κυριακήν 4ην μ.μ. εις τον ι. ναόν του Αγίου Γεωργίου Κάψ. Εκ της οικίας του. Ο πενθούντες: Ιωάννης Κοτρώτσιος (σύζυγος), τα τέκνα και οι λοιποί συγγενείς. Η κηδεία θα γίνη μετά την ακολουθία. ΕΛΛΗΝΙΚΗ ΚΟΙΝΟΤΗΣ ΚΑΦΡ ΕΛ ΖΑΓΙΑΤ ΨΗΦΙΣΜΑ Το διοικητικόν Συμβούλιον της Κοινότητος Κάφρ Ελ Ζαγιάτ, εκφράζει την βαθυτάτην λύπην του διά τον θάνατον του αειμνήστου μέλους του. 1) Να εκφράση τα συλλυπητήρια εις την οικογένειαν. 2) Να κατατεθή στέφανος επί της σορού. 3) Να δημοσιευθή το παρόν εις τον τύπον. ΧΡΗΜΑΤΙΣΤΗΡΙΟΝ ΑΞΙΩΝ (Κλείσιμον 27/2/1965) Εθνικόν Δάνειον 3 1/2% 1971/73 8380 8300 Ηρ. Εθ. Πλαστ. 8750 8750 Ηρ. Λουξ. 1840 1830 ΚΥΡΙΑΚΑΤΙΚΟ ΚΗΡΥΓΜΑ Η ΑΓΙΑ ΤΡΙΑΣ ΚΑΙ Η ΛΟΓΙΚΗ ΤΩΝ ΧΙΛΙΑΣΤΩΝ Οι Μάρτυρες του Ιεχωβά, οι Χιλιασταί, αρνούνται την διδασκαλίαν της Αγίας Τριάδος. Αυτά λέγουν, δεν ανέφερονται εις την Αγία Γραφή. Η αλήθεια όμως είναι ότι ο Κύριος ο ίδιος ομίλησε περί της Αγίας Τριάδος εις τους μαθητάς του. Η Αγία Γραφή διδάσκει σαφώς ότι ο Πατήρ, ο Υιός και το Άγιον Πνεύμα είναι ένας Θεός. Οι Χιλιασταί όμως παρερμηνεύουν τα χωρία και λέγουν ότι ο Χριστός είναι κτίσμα. Τούτο είναι πλάνη μεγάλη που κατεδικάσθη από τις Οικουμενικές Συνόδους. Η Εκκλησία μας πιστεύει και ομολογεί την Αγίαν Τριάδα, όπως παρέλαβε από τους Αποστόλους και τους Πατέρας. Ας μείνουμε σταθεροί στην πίστη μας. Αρχιμ. ΔΙΟΝ. Χ.	[532, 49, 724, 1385]
race-horse: 11 ΦΑΤΣΕΡΙ 56,5	[735, 1234, 811, 1246]
thanks-sign: Η σύζυγος και τα τέκνα.	[576, 503, 680, 515]
race-horse: 8 ΚΟΜ ΕΛ ΓΚΑΡΦ 55	[735, 1427, 834, 1439]
result-row	[1369, 580, 1584, 593]
race-horse: 14 ΣΟΦΡΕΧ ΣΑΡΚ 54	[939, 1388, 1037, 1400]
pharmacies-title: ΔΙΗΜΕΡΕΥΟΝΤΑ ΦΑΡΜΑΚΕΙΑ	[1200, 1030, 1530, 1055]
shipping-ad	[20, 1303, 520, 1793]
community-sub: ΨΗΦΙΣΜΑ	[598, 788, 658, 801]
race-horse: 9 ΟΥΑΠΙΣΣΑ 54	[735, 1661, 807, 1672]
race-horse: 7 ΚΑ·Ι·Ζ ΜΑΣΡΙ 54	[735, 1634, 824, 1646]
pharmacy-entry: EL SHIFFA, 169, Λεωφ. Σιντ Γκαμπέρ	[1369, 1157, 1534, 1169]
schedule-cell: ΛΥΔΙΑ	[27, 1454, 197, 1471]
race-horse: 6 ΙΜΠΝ ΕΛ ΜΕΝΤΟΥΡ 55,5	[735, 1867, 861, 1879]
result-horse: 3) ΑΡΚΑΝ	[1369, 344, 1416, 356]
result-odds: 21	[1573, 646, 1584, 658]
schedule-cell: 25 Φεβρουαρίου	[196, 1420, 351, 1437]
race-horse: 16 ΧΑΜΙΜΠ ΕΛ ΟΜΡ 48	[939, 1089, 1052, 1101]
mantra-line: ΜΙΧΑΛΗ	[1433, 1457, 1520, 1480]
funeral-title: ΚΗΔΕΙΑ	[532, 528, 724, 558]
result-horse: 3) ΑΜΠΟΥ ΣΕΜΠΧΑ	[1369, 659, 1466, 671]
race-horse: 5 ΣΟΥΡΑΝ 56,5	[735, 1854, 805, 1866]
stock-name: Ηρ. Εθ. Πλαστ.	[532, 993, 598, 1005]
race-horse: 3 ΣΑΧΡ ΟΥΑΤΙ 58	[939, 1762, 1020, 1774]
race-divider	[735, 1769, 931, 1771]
result-odds: 49	[1573, 528, 1584, 540]
result-horse: 1) ΣΑΡΜΠΑΤ	[1369, 384, 1430, 396]
pharmacy-entry: EL-MAAHEF, 6, οδός Σέχ Τηλ. 32004	[1146, 1166, 1310, 1178]
newspaper-name: «Ταχυδρόμος - Αιγύπτος»	[627, 13, 808, 32]
schedule-cell: 15 Απριλίου	[196, 1537, 351, 1554]
race-horse: 1 ΣΑΜΑΡ 60	[939, 1477, 997, 1489]
schedule-cell: 6 Μαΐου	[196, 1588, 351, 1605]
race-horse: 6 ΑΛΙ ΚΟΝ 57,5	[939, 1802, 1011, 1814]
race-divider	[939, 2015, 1135, 2017]
result-odds: 22	[1573, 541, 1584, 553]
stock-name: Εθνικόν Δάνειον 3 1/2% 1971/73	[532, 980, 673, 992]
note-text: Νέος συνεργάτης των «Πειναλέων» της υποχορήματος Κίτσος μας στέλνει τα κατωτέρω τρελά.	[735, 301, 931, 343]
mantra-line: του	[1465, 1437, 1488, 1455]
novel-section-title: ΤΑ ΠΡΩΤΑ ΟΠΑΛ	[336, 517, 459, 534]
race-horse: 12 ΤΣΕΝΤΙΑΝ 51	[939, 1621, 1017, 1633]
race-horse: 10 ΜΑΝΖΟΥΡΑ 55	[735, 1454, 819, 1466]
race-horse: 1 ΚΑΝΑΓΙΑ 57	[735, 1556, 803, 1567]
note-text: Πολύ μας συγκίνησε ο ποιητής κ. Γεράσιμος Ορφανός με το ποίημα του.	[735, 470, 931, 497]
pharmacy-entry: NOTRE DAME, 101 οδός Ραουέντ Τηλ. 35931	[1146, 1180, 1347, 1191]
result-row	[1369, 698, 1584, 711]
page-header	[28, 8, 1572, 41]
schedule-cell: 25 Μαρτίου	[196, 1487, 351, 1504]
schedule-row	[27, 1588, 514, 1605]
lost-title: ΑΠΩΛΕΣΘΗ	[1369, 141, 1584, 174]
social-note: — Ο Πωλητής κ. Θεόδωρος Ζήσου, έξετάσ εις Αθήνα εις τη νέαν του διεύθυνσιν, οδός Πατριάρχου Ιωακείμ 63, Τηλ. 725694.	[532, 176, 724, 232]
community-title: ΕΛΛΗΝΙΚΗ ΚΟΙΝΟΤΗΣ ΚΑΦΡ ΕΛ ΖΑΓΙΑΤ	[532, 737, 724, 782]
result-row	[1369, 711, 1584, 724]
